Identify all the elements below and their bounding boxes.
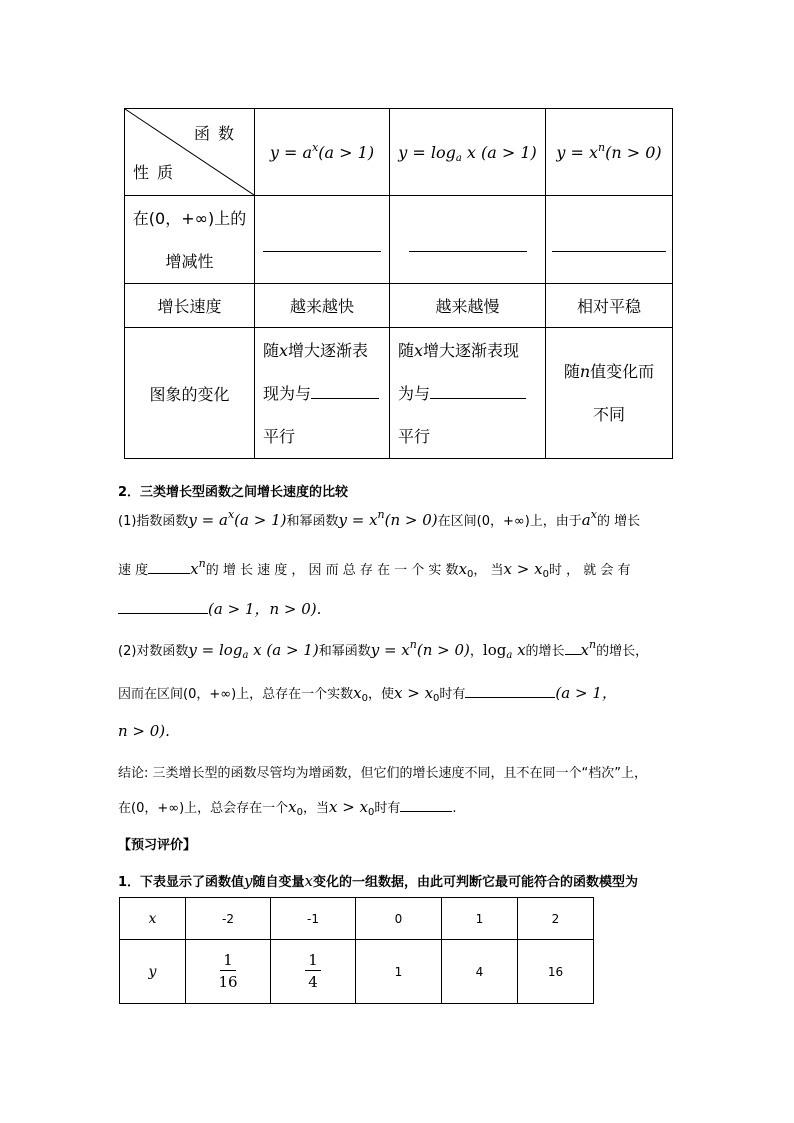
para-2-line-3: n > 0). [118,722,170,740]
fraction-1-16: $\frac{1}{16}$ [218,951,238,991]
y-value-cell [186,940,271,1004]
conclusion-line-1: 结论: 三类增长型的函数尽管均为增函数，但它们的增长速度不同，且不在同一个“档次”上， [118,766,647,781]
preview-heading: 【预习评价】 [118,838,197,853]
x-value-cell: -1 [271,898,356,940]
row-label-monotonicity: 在(0，+∞)上的 增减性 [125,196,255,284]
row-label-graph-change: 图象的变化 [125,328,255,459]
y-value-cell [271,940,356,1004]
graph-change-pow: 随n值变化而 不同 [546,328,673,459]
graph-change-exp: 随x增大逐渐表 现为与 平行 [255,328,390,459]
x-value-cell: 2 [518,898,594,940]
growth-speed-log: 越来越慢 [390,284,546,328]
para-1-line-3: (a > 1，n > 0). [118,598,321,619]
x-value-cell: 1 [442,898,518,940]
x-label-cell: x [120,898,186,940]
question-1: 1．下表显示了函数值y随自变量x变化的一组数据，由此可判断它最可能符合的函数模型为 [118,872,639,890]
growth-speed-pow: 相对平稳 [546,284,673,328]
y-value-cell: 16 [518,940,594,1004]
conclusion-line-2: 在(0，+∞)上，总会存在一个$x_0$，当$x > x_0$时有 . [118,798,457,818]
diagonal-header-cell [125,109,255,196]
blank-monotonicity-pow [546,196,673,284]
y-value-cell: 4 [442,940,518,1004]
header-property-label: 性质 [133,163,182,182]
header-function-label: 函数 [193,124,242,143]
fraction-1-4: $\frac{1}{4}$ [305,950,321,993]
y-value-cell: 1 [356,940,442,1004]
x-value-cell: 0 [356,898,442,940]
x-value-cell: -2 [186,898,271,940]
col-head-exponential: $y = a^x(a > 1)$ [255,109,390,196]
section-2-title: 2．三类增长型函数之间增长速度的比较 [118,485,349,500]
para-2-line-1: (2)对数函数$y = \log_a x$ (a > 1)和幂函数$y = x^n(n > 0)$，$\log_a x$的增长 $x^n$的增长， [118,638,649,661]
para-2-line-2: 因而在区间(0，+∞)上，总存在一个实数$x_0$，使$x > x_0$时有 (a > 1， [118,684,617,704]
growth-speed-exp: 越来越快 [255,284,390,328]
y-label-cell: y [120,940,186,1004]
blank-monotonicity-log [390,196,546,284]
graph-change-log: 随x增大逐渐表现 为与 平行 [390,328,546,459]
col-head-logarithmic: $y = \log_a x$ (a > 1) [390,109,546,196]
para-1-line-1: (1)指数函数$y = a^x(a > 1)$和幂函数$y = x^n(n > 0)$在区间(0，+∞)上，由于$a^x$的 增长 [118,508,641,529]
col-head-power: $y = x^n(n > 0)$ [546,109,673,196]
data-table [119,897,594,1004]
blank-monotonicity-exp [255,196,390,284]
comparison-table [124,108,673,459]
row-label-growth-speed: 增长速度 [125,284,255,328]
para-1-line-2: 速 度 $x^n$的 增 长 速 度 ， 因 而 总 存 在 一 个 实 数$x_0$， 当$x > x_0$时 ， 就 会 有 [118,557,631,580]
